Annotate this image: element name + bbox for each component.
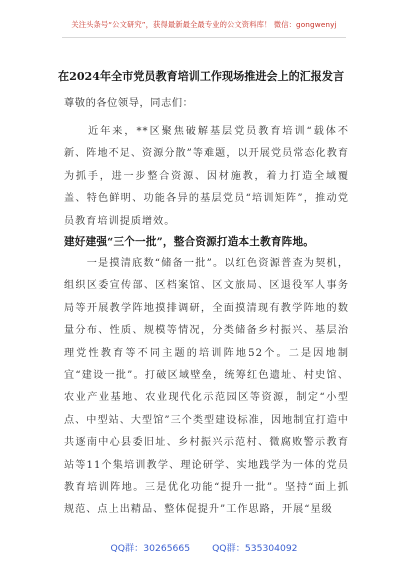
footer-qq-group-1: QQ群：30265665 — [110, 543, 191, 554]
document-title: 在2024年全市党员教育培训工作现场推进会上的汇报发言 — [58, 70, 345, 83]
intro-paragraph: 近年来，**区聚焦破解基层党员教育培训“载体不新、阵地不足、资源分散”等难题，以开展党员常态化教育为抓手，进一步整合资源、因材施教，着力打造全域覆盖、特色鲜明、功能各异的基层党员“培训矩阵”，推动党员教育培训提质增效。 — [64, 126, 349, 227]
section-heading: 建好建强“三个一批”，整合资源打造本土教育阵地。 — [64, 236, 315, 248]
promo-header: 关注头条号“公文研究”，获得最新最全最专业的公文资料库！ 微信：gongwenyj — [71, 20, 337, 29]
body-paragraph: 一是摸清底数“储备一批”。以红色资源普查为契机，组织区委宣传部、区档案馆、区文旅局、区退役军人事务局等开展教学阵地摸排调研，全面摸清现有教学阵地的数量分布、性质、规模等情况，分类储备乡村振兴、基层治理党性教育等不同主题的培训阵地52个。二是因地制宜“建设一批”。打破区域壁垒，统筹红色遗址、村史馆、农业产业基地、农业现代化示范园区等资源，制定“小型点、中型站、大型馆”三个类型建设标准，因地制宜打造中共逐南中心县委旧址、乡村振兴示范村、微腐败警示教育站等11个集培训教学、理论研学、实地践学为一体的党员教育培训阵地。三是优化功能“提升一批”。坚持“面上抓规范、点上出精品、整体促提升”工作思路，开展“星级 — [64, 258, 349, 516]
salutation: 尊敬的各位领导，同志们： — [64, 98, 194, 109]
footer-qq-group-2: QQ群：535304092 — [212, 543, 298, 554]
header-divider — [62, 37, 346, 38]
footer-contacts — [0, 540, 408, 554]
